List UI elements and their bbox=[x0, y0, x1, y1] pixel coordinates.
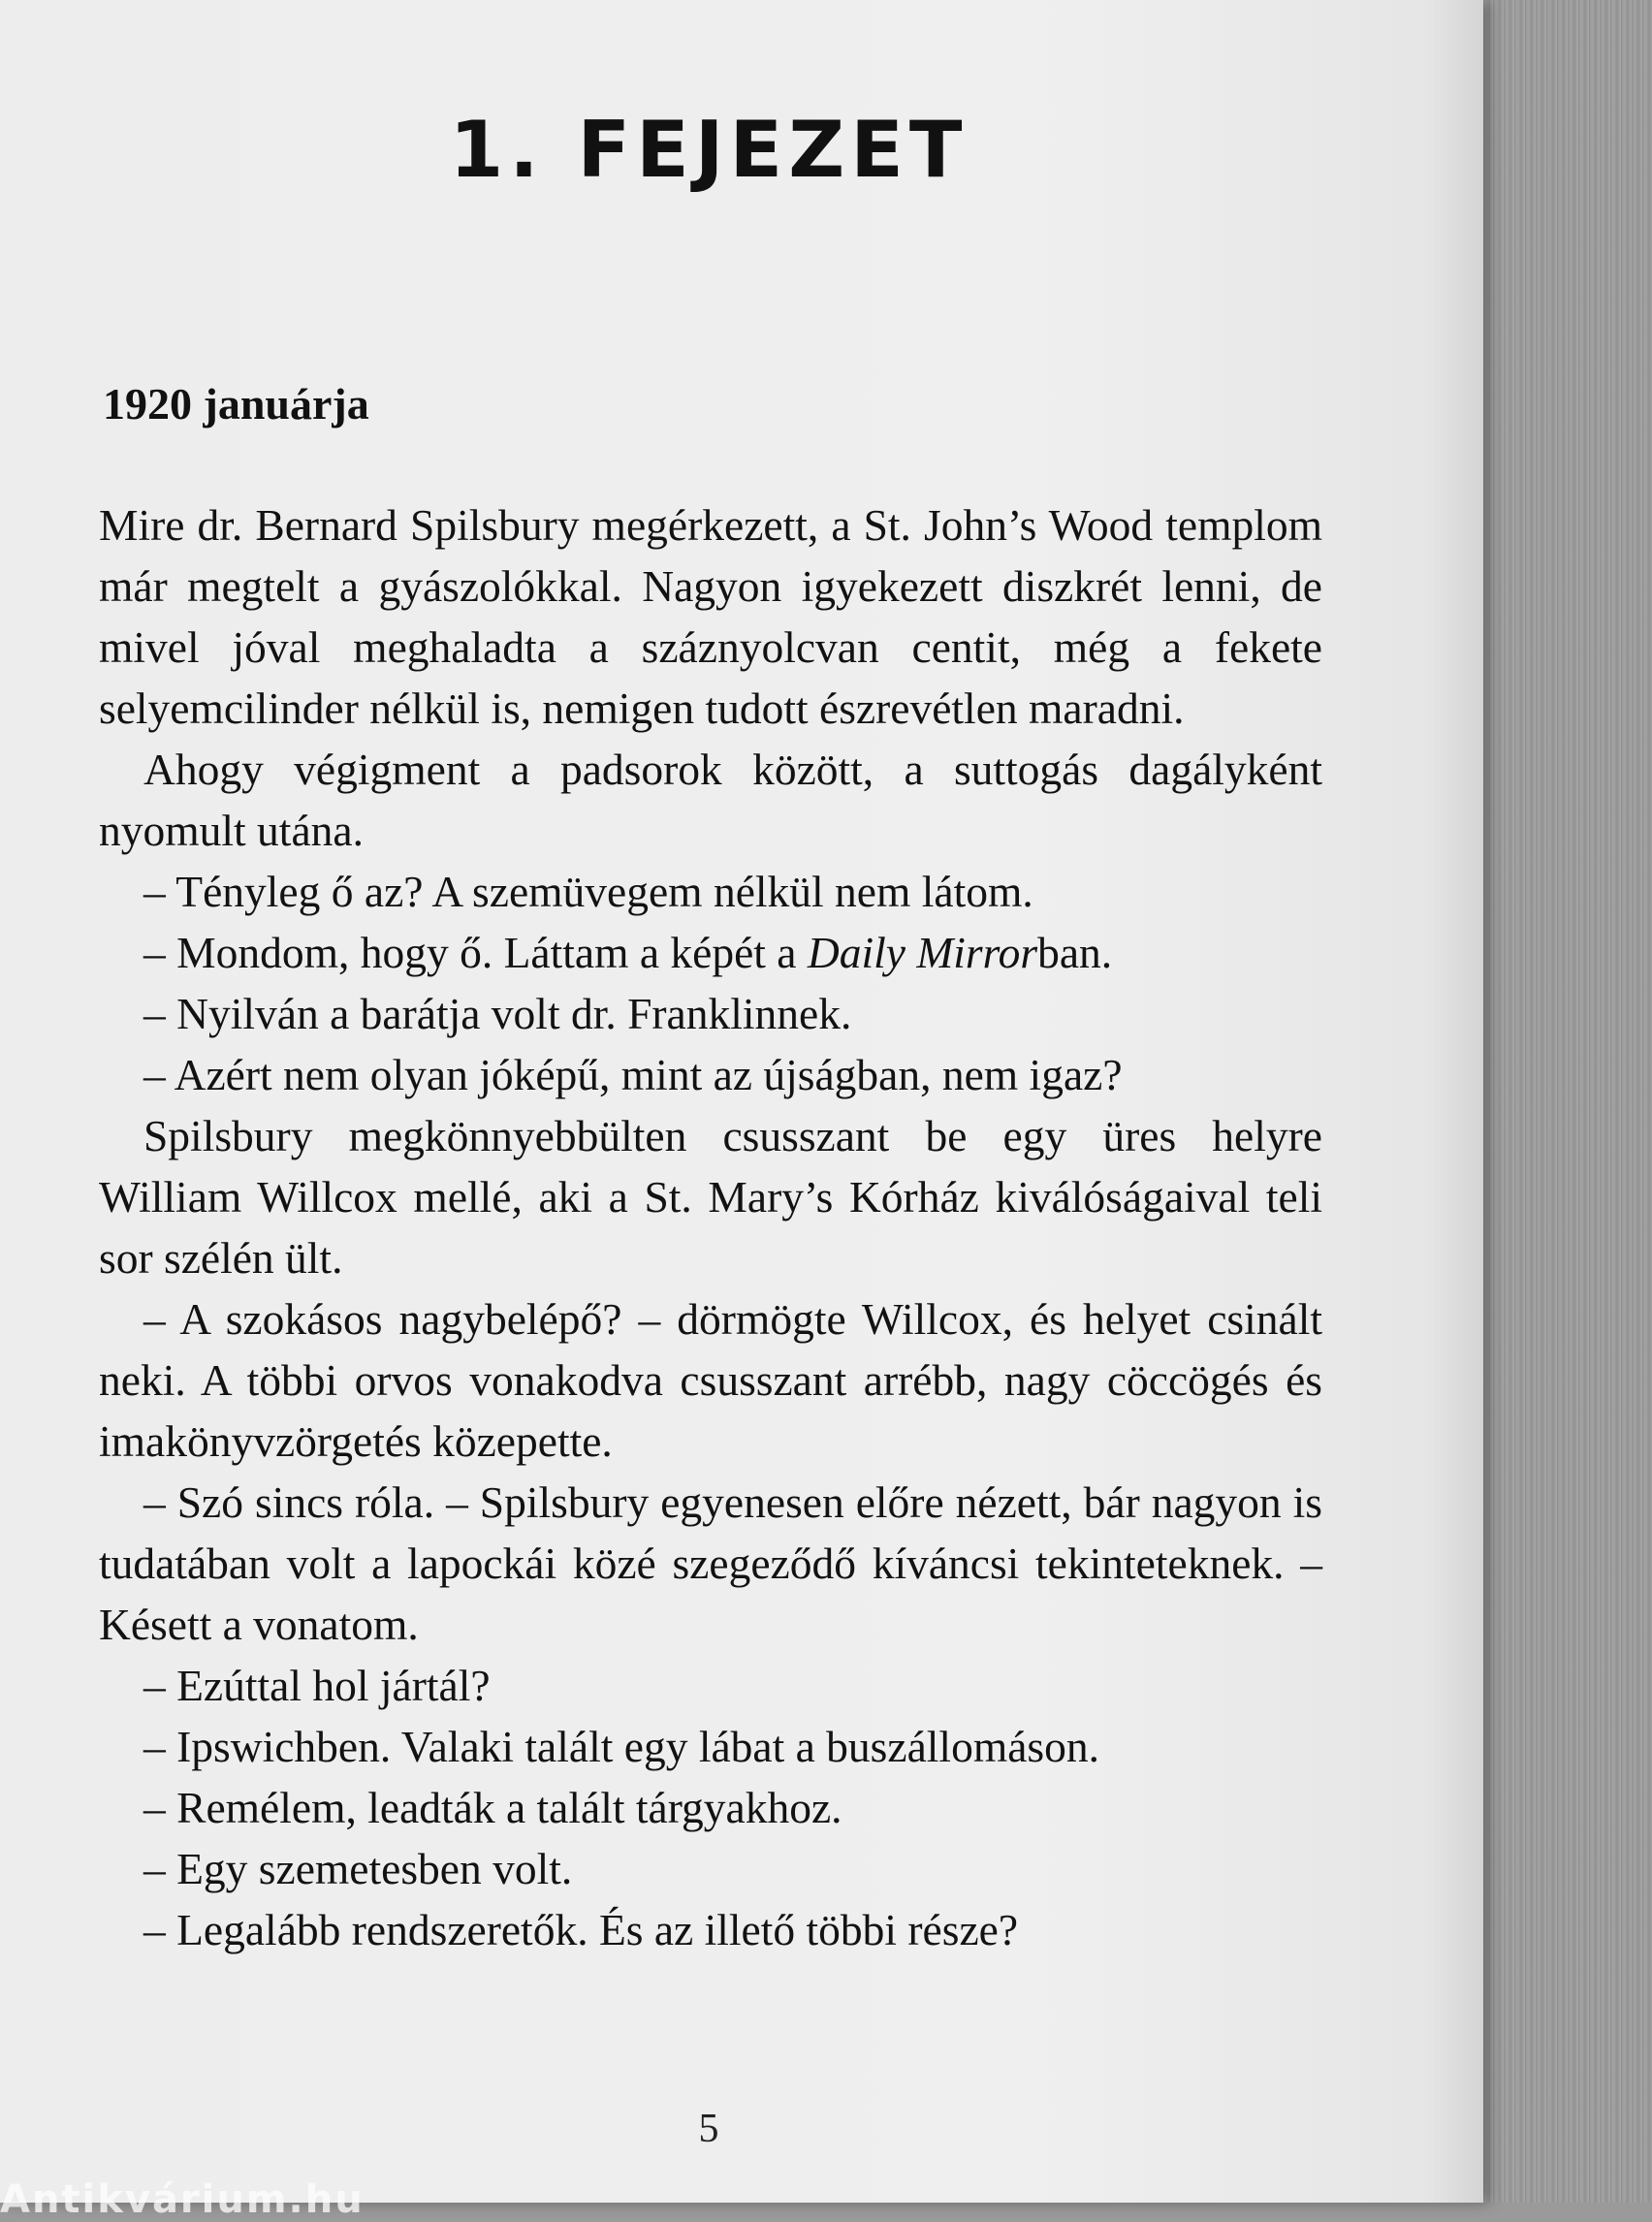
paragraph: Spilsbury megkönnyebbülten csusszant be egy üres helyre William Willcox mellé, aki a St. Mary’s Kórház kiválóságaival teli sor szélén ült. bbox=[99, 1111, 1322, 1283]
watermark: Antikvárium.hu bbox=[0, 2177, 365, 2222]
paragraph: Mire dr. Bernard Spilsbury megérkezett, a St. John’s Wood templom már megtelt a gyászolókkal. Nagyon igyekezett diszkrét lenni, de mivel jóval meghaladta a száznyolcvan centit, még a fekete selyemcilinder nélkül is, nemigen tudott észrevétlen maradni. bbox=[99, 500, 1322, 733]
chapter-title: 1. FEJEZET bbox=[449, 105, 969, 195]
paragraph: Ahogy végigment a padsorok között, a suttogás dagályként nyomult utána. bbox=[99, 745, 1322, 855]
dialogue-line bbox=[99, 922, 1322, 983]
dialogue-text: – Mondom, hogy ő. Láttam a képét a bbox=[143, 928, 808, 977]
dialogue-line: – Azért nem olyan jóképű, mint az újságban, nem igaz? bbox=[143, 1050, 1123, 1099]
body-text bbox=[99, 494, 1322, 1960]
dialogue-line: – Nyilván a barátja volt dr. Franklinnek. bbox=[143, 989, 852, 1038]
dialogue-line: – Szó sincs róla. – Spilsbury egyenesen előre nézett, bár nagyon is tudatában volt a lapockái közé szegeződő kíváncsi tekinteteknek. – Késett a vonatom. bbox=[99, 1477, 1322, 1649]
page-number: 5 bbox=[698, 2107, 719, 2151]
dialogue-line: – Remélem, leadták a talált tárgyakhoz. bbox=[143, 1783, 842, 1832]
dialogue-line: – Egy szemetesben volt. bbox=[143, 1844, 573, 1893]
dialogue-text: ban. bbox=[1037, 928, 1113, 977]
newspaper-title: Daily Mirror bbox=[807, 928, 1038, 977]
date-heading: 1920 januárja bbox=[103, 379, 369, 429]
dialogue-line: – A szokásos nagybelépő? – dörmögte Willcox, és helyet csinált neki. A többi orvos vonakodva csusszant arrébb, nagy cöccögés és imakönyvzörgetés közepette. bbox=[99, 1294, 1322, 1466]
dialogue-line: – Ipswichben. Valaki talált egy lábat a buszállomáson. bbox=[143, 1722, 1099, 1771]
dialogue-line: – Ezúttal hol jártál? bbox=[143, 1661, 491, 1710]
dialogue-line: – Legalább rendszeretők. És az illető többi része? bbox=[143, 1905, 1019, 1954]
dialogue-line: – Tényleg ő az? A szemüvegem nélkül nem látom. bbox=[143, 867, 1033, 916]
